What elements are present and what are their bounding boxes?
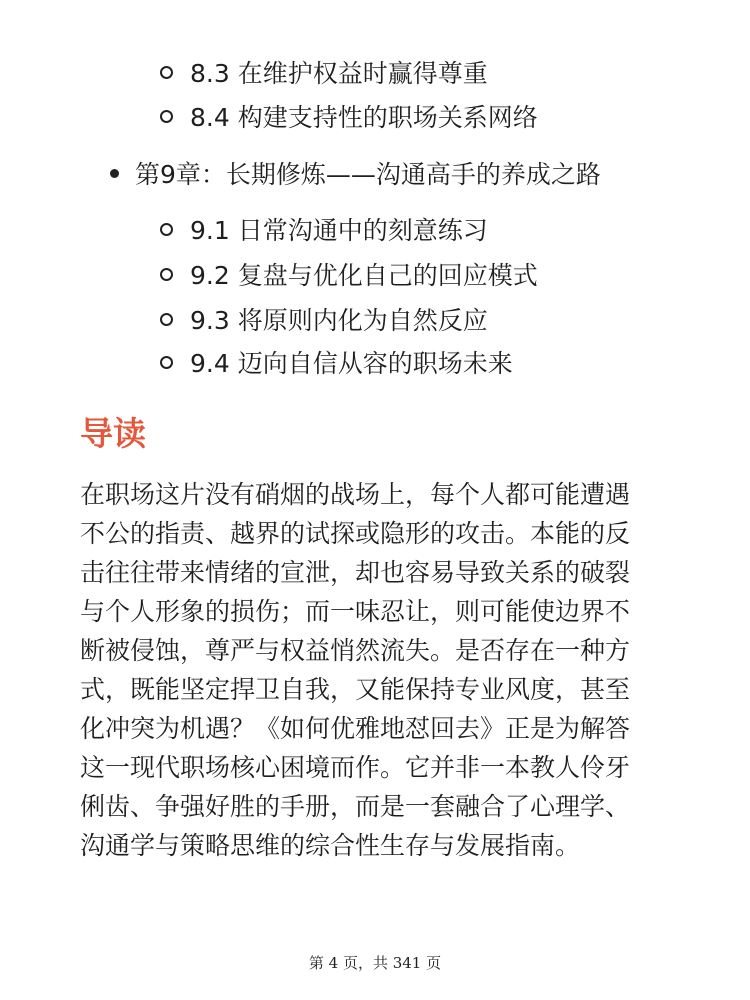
paragraph-line: 与个人形象的损伤；而一味忍让，则可能使边界不 [80, 597, 631, 626]
paragraph-line: 俐齿、争强好胜的手册，而是一套融合了心理学、 [80, 792, 631, 821]
disc-bullet-icon [110, 169, 119, 178]
toc-item-label: 9.2 复盘与优化自己的回应模式 [190, 261, 538, 290]
toc-item-9-4[interactable] [160, 342, 513, 382]
paragraph-line: 断被侵蚀，尊严与权益悄然流失。是否存在一种方 [80, 636, 631, 665]
section-heading: 导读 [80, 414, 146, 453]
paragraph-line: 化冲突为机遇？《如何优雅地怼回去》正是为解答 [80, 714, 631, 743]
toc-item-label: 8.4 构建支持性的职场关系网络 [190, 103, 538, 132]
toc-chapter-9[interactable] [110, 153, 601, 193]
toc-item-9-3[interactable] [160, 299, 488, 339]
paragraph-line: 式，既能坚定捍卫自我，又能保持专业风度，甚至 [80, 675, 631, 704]
page-footer: 第 4 页，共 341 页 [308, 954, 442, 972]
paragraph-line: 在职场这片没有硝烟的战场上，每个人都可能遭遇 [80, 480, 631, 509]
circle-bullet-icon [160, 110, 173, 123]
intro-paragraph [80, 475, 680, 865]
toc-item-9-1[interactable] [160, 209, 488, 249]
circle-bullet-icon [160, 268, 173, 281]
paragraph-line: 这一现代职场核心困境而作。它并非一本教人伶牙 [80, 753, 631, 782]
toc-item-label: 9.4 迈向自信从容的职场未来 [190, 349, 513, 378]
circle-bullet-icon [160, 313, 173, 326]
toc-item-8-3[interactable] [160, 52, 488, 92]
paragraph-line: 不公的指责、越界的试探或隐形的攻击。本能的反 [80, 519, 631, 548]
toc-chapter-label: 第9章：长期修炼——沟通高手的养成之路 [135, 160, 601, 189]
toc-item-8-4[interactable] [160, 96, 538, 136]
paragraph-line: 击往往带来情绪的宣泄，却也容易导致关系的破裂 [80, 558, 631, 587]
toc-item-label: 9.1 日常沟通中的刻意练习 [190, 216, 488, 245]
circle-bullet-icon [160, 66, 173, 79]
paragraph-line: 沟通学与策略思维的综合性生存与发展指南。 [80, 831, 581, 860]
toc-item-label: 8.3 在维护权益时赢得尊重 [190, 59, 488, 88]
circle-bullet-icon [160, 223, 173, 236]
toc-item-9-2[interactable] [160, 254, 538, 294]
toc-item-label: 9.3 将原则内化为自然反应 [190, 306, 488, 335]
circle-bullet-icon [160, 356, 173, 369]
